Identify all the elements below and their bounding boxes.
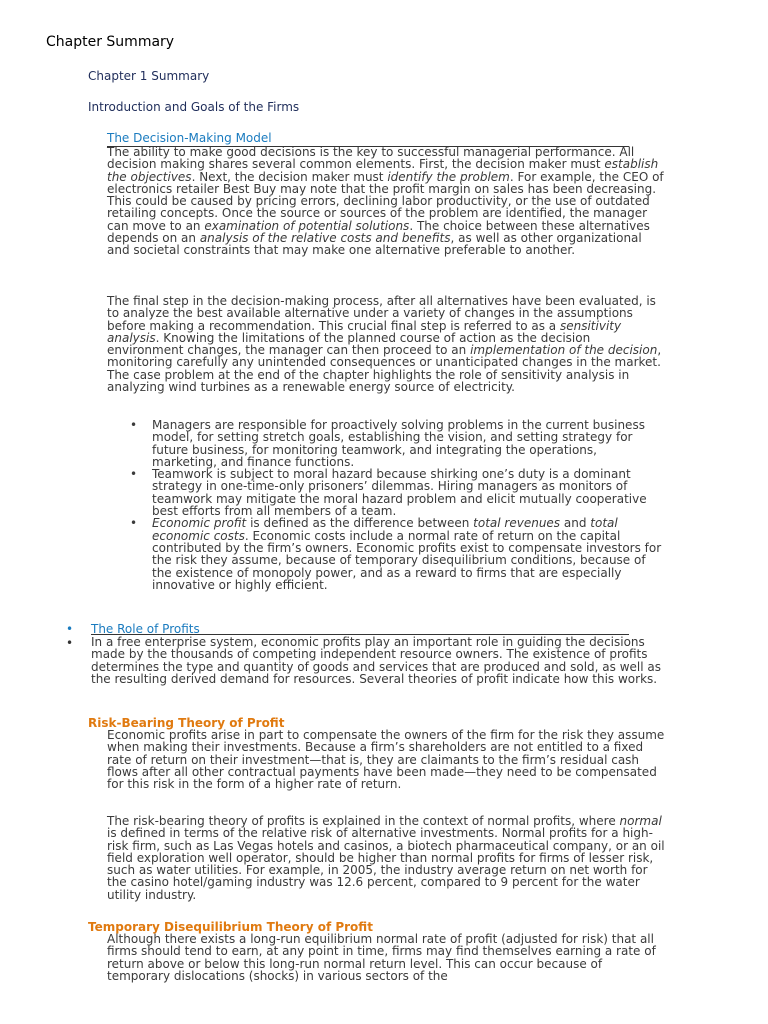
page-title: Chapter Summary [46,34,175,50]
risk-paragraph-1: Economic profits arise in part to compensate the owners of the firm for the risk they assume when making their investments. Because a firm’s shareholders are not entitled to a fixed rate of return on their investment—that is, they are claimants to the firm’s residual cash flows after all other contractual payments have been made—they need to be compensated for this risk in the form of a higher rate of return. [107,728,665,792]
bullet-text: Managers are responsible for proactively solving problems in the current business model, for setting stretch goals, establishing the vision, and setting strategy for future business, for monitoring teamwork, and integrating the operations, marketing, and finance functions. [152,418,645,469]
bullet-text: Economic profit is defined as the difference between total revenues and total economic costs. Economic costs include a normal rate of return on the capital contributed by the firm’s owners. Economic profits exist to compensate investors for the risk they assume, because of temporary disequilibrium conditions, because of the existence of monopoly power, and as a reward to firms that are especially innovative or highly efficient. [152,516,662,592]
bullet-item [130,467,662,519]
decision-bullet-list [130,418,662,592]
profits-intro-paragraph: In a free enterprise system, economic profits play an important role in guiding the decisions made by the thousands of competing independent resource owners. The existence of profits determines the type and quantity of goods and services that are produced and sold, as well as the resulting derived demand for resources. Several theories of profit indicate how this works. [91,635,661,686]
temporary-disequilibrium-heading: Temporary Disequilibrium Theory of Profit [88,920,373,934]
chapter-heading: Chapter 1 Summary [88,69,210,83]
temporary-paragraph-1: Although there exists a long-run equilibrium normal rate of profit (adjusted for risk) that all firms should tend to earn, at any point in time, firms may find themselves earning a rate of return above or below this long-run normal return level. This can occur because of temporary dislocations (shocks) in various sectors of the [107,932,656,983]
bullet-icon: • [66,636,74,650]
risk-bearing-heading: Risk-Bearing Theory of Profit [88,716,285,730]
bullet-icon: • [130,418,138,432]
bullet-item [130,516,662,592]
decision-paragraph-2: The final step in the decision-making process, after all alternatives have been evaluated, is to analyze the best available alternative under a variety of changes in the assumptions before making a recommendation. This crucial final step is referred to as a sensitivity analysis. Knowing the limitations of the planned course of action as the decision environment changes, the manager can then proceed to an implementation of the decision, monitoring carefully any unintended consequences or unanticipated changes in the market. The case problem at the end of the chapter highlights the role of sensitivity analysis in analyzing wind turbines as a renewable energy source of electricity. [107,294,662,395]
risk-paragraph-2: The risk-bearing theory of profits is explained in the context of normal profits, where normal is defined in terms of the relative risk of alternative investments. Normal profits for a high-risk firm, such as Las Vegas hotels and casinos, a biotech pharmaceutical company, or an oil field exploration well operator, should be higher than normal profits for firms of lesser risk, such as water utilities. For example, in 2005, the industry average return on net worth for the casino hotel/gaming industry was 12.6 percent, compared to 9 percent for the water utility industry. [107,814,665,902]
bullet-icon: • [130,467,138,482]
role-of-profits-link[interactable]: The Role of Profits [91,622,200,636]
bullet-text: Teamwork is subject to moral hazard because shirking one’s duty is a dominant strategy in one-time-only prisoners’ dilemmas. Hiring managers as monitors of teamwork may mitigate the moral hazard problem and elicit mutually cooperative best efforts from all members of a team. [152,467,647,519]
section-heading: Introduction and Goals of the Firms [88,100,300,114]
decision-paragraph-1: The ability to make good decisions is the key to successful managerial performance. All decision making shares several common elements. First, the decision maker must establish the objectives. Next, the decision maker must identify the problem. For example, the CEO of electronics retailer Best Buy may note that the profit margin on sales has been decreasing. This could be caused by pricing errors, declining labor productivity, or the use of outdated retailing concepts. Once the source or sources of the problem are identified, the manager can move to an examination of potential solutions. The choice between these alternatives depends on an analysis of the relative costs and benefits, as well as other organizational and societal constraints that may make one alternative preferable to another. [107,145,664,258]
bullet-icon: • [130,516,138,531]
bullet-icon: • [66,622,74,636]
bullet-item [130,418,662,469]
decision-model-link[interactable]: The Decision-Making Model [107,131,272,145]
